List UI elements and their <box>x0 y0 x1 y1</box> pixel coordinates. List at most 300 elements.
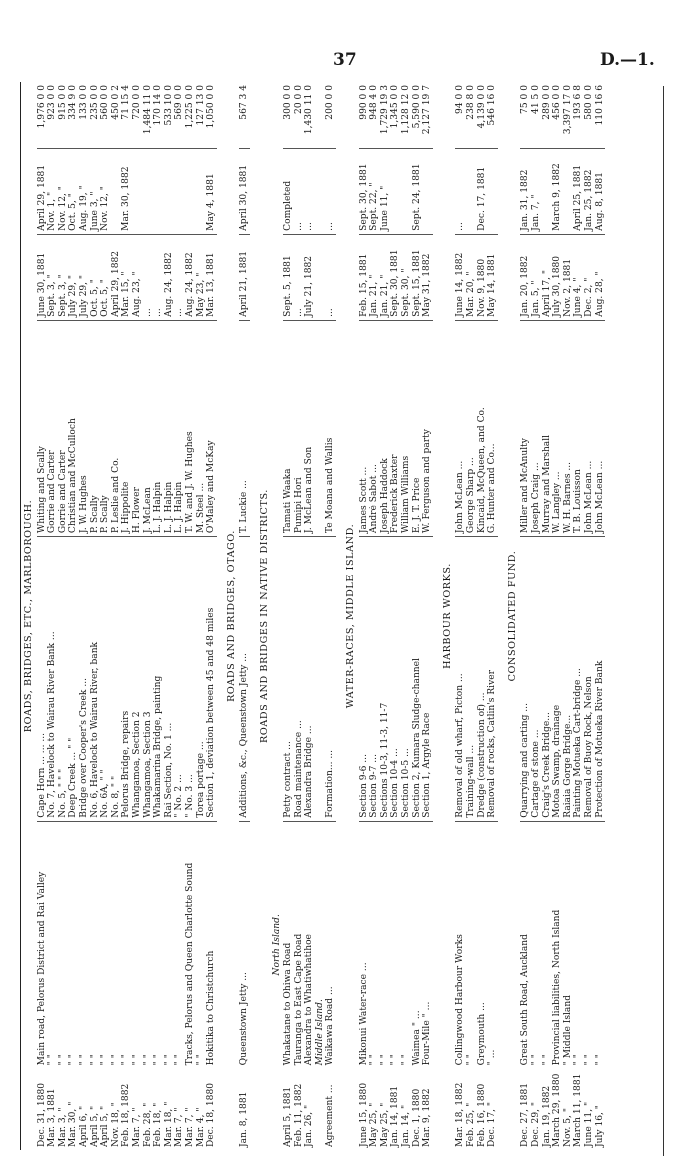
start-date-cell: Nov. 2, 1881 <box>563 234 574 320</box>
contractor-cell: T. B. Louisson <box>573 320 584 536</box>
district-cell: Greymouth ... <box>476 1002 487 1066</box>
work-cell: Raiaia Gorge Bridge... <box>563 537 574 822</box>
section-subtitle: North Island. <box>272 914 283 976</box>
completion-date-cell: April 29, 1881 <box>37 148 48 234</box>
completion-date-cell <box>185 148 196 234</box>
district-cell: " " <box>131 1054 142 1066</box>
date-cell: Feb. 25, " <box>465 1102 476 1147</box>
start-date-cell: May 23, " <box>196 234 207 320</box>
section-title: HARBOUR WORKS. <box>441 563 453 669</box>
start-date-cell: Jan. 21, " <box>369 234 380 320</box>
district-cell: " " <box>390 1054 401 1066</box>
contractor-cell <box>315 320 326 536</box>
completion-date-cell <box>111 148 122 234</box>
contractor-cell: Tamati Waaka <box>283 320 294 536</box>
contractor-cell: Whiting and Scally <box>37 320 48 536</box>
start-date-cell: May 14, 1881 <box>487 234 498 320</box>
date-cell: April 5, " <box>89 1105 100 1147</box>
amount-cell <box>315 82 326 148</box>
table-row <box>294 82 305 1150</box>
start-date-cell: ... <box>143 234 154 320</box>
work-cell: Quarrying and carting ... <box>520 537 531 822</box>
section-heading-row <box>257 82 273 1150</box>
section-spacer <box>498 82 505 1150</box>
start-date-cell: Aug. 23, " <box>132 234 143 320</box>
table-row <box>153 82 164 1150</box>
amount-cell: 300 0 0 <box>283 82 294 148</box>
date-cell: June 11, " <box>583 1101 594 1147</box>
date-cell: Feb. 18, " <box>153 1102 164 1147</box>
work-cell: Section 1, deviation between 45 and 48 miles <box>206 537 217 822</box>
amount-cell: 990 0 0 <box>359 82 370 148</box>
date-cell: July 16, " <box>594 1105 605 1147</box>
district-cell: Great South Road, Auckland <box>520 934 531 1066</box>
amount-cell: 5,590 0 0 <box>412 82 423 148</box>
table-row <box>552 82 563 1150</box>
completion-date-cell: Nov. 1, " <box>47 148 58 234</box>
completion-date-cell <box>422 148 433 234</box>
contracts-table <box>20 82 612 1150</box>
date-cell: Jan. 14, 1881 <box>390 1085 401 1147</box>
start-date-cell: Sept. 30, " <box>401 234 412 320</box>
date-cell: Jan. 19, 1882 <box>541 1085 552 1147</box>
amount-cell: 41 5 0 <box>531 82 542 148</box>
start-date-cell: April 29, 1882 <box>111 234 122 320</box>
completion-date-cell: Jan. 31, 1882 <box>520 148 531 234</box>
date-cell: Dec. 17, " <box>487 1101 498 1147</box>
date-cell: Mar. 3, 1881 <box>47 1088 58 1147</box>
work-cell: Training-wall ... <box>466 537 477 822</box>
table-row <box>164 82 175 1150</box>
district-cell: " " <box>583 1054 594 1066</box>
rotated-table-container <box>20 82 660 1150</box>
contractor-cell: Joseph Craig ... <box>531 320 542 536</box>
completion-date-cell: ... <box>325 148 336 234</box>
table-row <box>90 82 101 1150</box>
district-cell: " " <box>110 1054 121 1066</box>
date-cell: Dec. 31, 1880 <box>36 1082 47 1147</box>
start-date-cell: ... <box>174 234 185 320</box>
amount-cell: 560 0 0 <box>100 82 111 148</box>
district-cell: " " <box>379 1054 390 1066</box>
contractor-cell: T. Luckie ... <box>239 320 250 536</box>
work-cell: " No. 3 ... <box>185 537 196 822</box>
completion-date-cell: Aug. 8, 1881 <box>595 148 606 234</box>
work-cell: Whakamarina Bridge, painting <box>153 537 164 822</box>
contractor-cell: J. Hippolite <box>121 320 132 536</box>
completion-date-cell: March 9, 1882 <box>552 148 563 234</box>
table-row <box>325 82 336 1150</box>
amount-cell: 1,225 0 0 <box>185 82 196 148</box>
contractor-cell: Gorrie and Carter <box>58 320 69 536</box>
district-cell: " " <box>153 1054 164 1066</box>
start-date-cell: June 4, " <box>573 234 584 320</box>
district-cell: Four-Mile " ... <box>422 1001 433 1066</box>
district-cell: " " <box>121 1054 132 1066</box>
contractor-cell: George Sharp ... <box>466 320 477 536</box>
start-date-cell: July 30, 1880 <box>552 234 563 320</box>
start-date-cell: Jan. 21, " <box>380 234 391 320</box>
district-cell: " " <box>100 1054 111 1066</box>
start-date-cell: ... <box>325 234 336 320</box>
amount-cell: 20 0 0 <box>294 82 305 148</box>
start-date-cell: Aug. 24, 1882 <box>164 234 175 320</box>
work-cell: Motoa Swamp, drainage <box>552 537 563 822</box>
contractor-cell: André Sabot ... <box>369 320 380 536</box>
work-cell: Painting Motueka Cart-bridge ... <box>573 537 584 822</box>
district-cell: Queenstown Jetty ... <box>239 972 250 1066</box>
contractor-cell: Kincaid, McQueen, and Co. <box>477 320 488 536</box>
completion-date-cell: April 25, 1881 <box>573 148 584 234</box>
table-row <box>239 82 250 1150</box>
work-cell: Section 10-4 ... <box>390 537 401 822</box>
district-cell: " " <box>594 1054 605 1066</box>
start-date-cell: ... <box>153 234 164 320</box>
district-cell: Collingwood Harbour Works <box>455 934 466 1066</box>
start-date-cell: April 21, 1881 <box>239 234 250 320</box>
completion-date-cell: Dec. 17, 1881 <box>477 148 488 234</box>
contractor-cell: L. J. Halpin <box>174 320 185 536</box>
start-date-cell: April 17, " <box>542 234 553 320</box>
work-cell: Petty contract ... <box>283 537 294 822</box>
amount-cell: 569 0 0 <box>174 82 185 148</box>
contractor-cell: G. Hunter and Co... <box>487 320 498 536</box>
completion-date-cell: ... <box>304 148 315 234</box>
date-cell: Nov. 5, " <box>562 1107 573 1147</box>
amount-cell: 450 0 2 <box>111 82 122 148</box>
completion-date-cell: Jan. 25, 1882 <box>584 148 595 234</box>
start-date-cell: Aug. 28, " <box>595 234 606 320</box>
contractor-cell: John McLean ... <box>595 320 606 536</box>
district-cell: " " <box>401 1054 411 1066</box>
district-cell: Middle Island. <box>314 999 325 1066</box>
start-date-cell: Sept. 3, " <box>58 234 69 320</box>
date-cell: Mar. 4, " <box>195 1107 206 1147</box>
date-cell: April 5, " <box>100 1105 111 1147</box>
contractor-cell: W. Ferguson and party <box>422 320 433 536</box>
work-cell: Section 9-6 ... <box>359 537 370 822</box>
table-row <box>563 82 574 1150</box>
district-cell: " " <box>369 1054 380 1066</box>
date-cell: March 29, 1880 <box>552 1073 563 1147</box>
start-date-cell: Sept. 5, 1881 <box>283 234 294 320</box>
amount-cell: 2,127 19 7 <box>422 82 433 148</box>
start-date-cell: Nov. 9, 1880 <box>477 234 488 320</box>
date-cell: Mar. 30, " <box>68 1101 79 1147</box>
work-cell: Rai Section, No. 1 ... <box>164 537 175 822</box>
work-cell: No. 8, " " <box>111 537 122 822</box>
date-cell: Mar. 9, 1882 <box>422 1088 433 1147</box>
amount-cell: 1,128 12 0 <box>401 82 412 148</box>
table-row <box>487 82 498 1150</box>
table-row <box>174 82 185 1150</box>
amount-cell: 533 10 0 <box>164 82 175 148</box>
completion-date-cell <box>542 148 553 234</box>
contractor-cell: Pumipi Hori <box>294 320 305 536</box>
district-cell: Tracks, Pelorus and Queen Charlotte Sound <box>184 862 195 1066</box>
section-spacer <box>433 82 440 1150</box>
work-cell: No. 7, Havelock to Wairau River Bank ... <box>47 537 58 822</box>
work-cell: Section 9-7 ... <box>369 537 380 822</box>
date-cell: Mar. 7, " <box>184 1107 195 1147</box>
start-date-cell: Feb. 15, 1881 <box>359 234 370 320</box>
amount-cell: 580 0 0 <box>584 82 595 148</box>
work-cell <box>315 537 326 822</box>
completion-date-cell <box>390 148 401 234</box>
section-heading-row <box>440 82 456 1150</box>
amount-cell: 4,139 0 0 <box>477 82 488 148</box>
table-row <box>47 82 58 1150</box>
work-cell: " No. 2 ... <box>174 537 185 822</box>
section-spacer <box>336 82 343 1150</box>
contracts-table-body <box>21 82 613 1150</box>
district-cell: Whakatane to Ohiwa Road <box>283 942 294 1066</box>
date-cell: April 6, " <box>78 1105 89 1147</box>
district-cell: " ... <box>487 1049 498 1066</box>
table-row <box>466 82 477 1150</box>
start-date-cell: Aug. 24, 1882 <box>185 234 196 320</box>
work-cell: Road maintenance ... <box>294 537 305 822</box>
contractor-cell: L. J. Halpin <box>164 320 175 536</box>
amount-cell: 1,430 11 0 <box>304 82 315 148</box>
table-row <box>206 82 217 1150</box>
completion-date-cell <box>315 148 326 234</box>
date-cell: Feb. 18, 1882 <box>121 1083 132 1147</box>
work-cell: Whangamoa, Section 3 <box>143 537 154 822</box>
work-cell: Bridge over Cooper's Creek ... <box>79 537 90 822</box>
table-row <box>315 82 326 1150</box>
district-cell: " " <box>530 1054 541 1066</box>
district-cell: " " <box>573 1054 584 1066</box>
date-cell: Agreement ... <box>325 1084 336 1147</box>
work-cell: Formation... ... <box>325 537 336 822</box>
table-row <box>283 82 294 1150</box>
completion-date-cell <box>174 148 185 234</box>
district-cell: " Middle Island <box>562 994 573 1066</box>
work-cell: Pelorus Bridge, repairs <box>121 537 132 822</box>
completion-date-cell <box>164 148 175 234</box>
completion-date-cell: April 30, 1881 <box>239 148 250 234</box>
district-cell: " " <box>47 1054 58 1066</box>
date-cell: Dec. 1, 1880 <box>411 1088 422 1147</box>
contractor-cell: Miller and McAnulty <box>520 320 531 536</box>
district-cell: Waimea " ... <box>411 1010 422 1066</box>
amount-cell: 1,484 11 0 <box>143 82 154 148</box>
start-date-cell: Mar. 20, " <box>466 234 477 320</box>
completion-date-cell: Nov. 12, " <box>58 148 69 234</box>
table-row <box>401 82 412 1150</box>
table-row <box>143 82 154 1150</box>
amount-cell: 110 16 6 <box>595 82 606 148</box>
work-cell: Additions, &c., Queenstown Jetty ... <box>239 537 250 822</box>
section-subtitle-row <box>272 82 283 1150</box>
work-cell: Dredge (construction of) ... <box>477 537 488 822</box>
contractor-cell: J. McLean and Son <box>304 320 315 536</box>
section-title: ROADS AND BRIDGES IN NATIVE DISTRICTS. <box>258 489 270 743</box>
work-cell: Section 1, Argyle Race <box>422 537 433 822</box>
contractor-cell: E. J. T. Price <box>412 320 423 536</box>
district-cell: Tauranga to East Cape Road <box>293 933 304 1066</box>
contractor-cell: John McLean ... <box>584 320 595 536</box>
contractor-cell: W. H. Barnes ... <box>563 320 574 536</box>
amount-cell: 238 8 0 <box>466 82 477 148</box>
completion-date-cell <box>132 148 143 234</box>
table-row <box>573 82 584 1150</box>
date-cell: June 15, 1880 <box>358 1082 369 1147</box>
start-date-cell: June 30, 1881 <box>37 234 48 320</box>
start-date-cell: Mar. 15, " <box>121 234 132 320</box>
work-cell: Removal of old wharf, Picton ... <box>455 537 466 822</box>
date-cell: Dec. 18, 1880 <box>206 1082 217 1147</box>
document-reference: D.—1. <box>600 50 655 70</box>
table-row <box>390 82 401 1150</box>
table-row <box>455 82 466 1150</box>
table-row <box>79 82 90 1150</box>
start-date-cell: Jan. 5, " <box>531 234 542 320</box>
district-cell: Provincial liabilities, North Island <box>552 909 563 1066</box>
date-cell: Jan. 14, " <box>401 1104 411 1147</box>
work-cell: Cape Horn ... ... ... <box>37 537 48 822</box>
date-cell: Mar. 18, 1882 <box>455 1082 466 1147</box>
table-row <box>132 82 143 1150</box>
completion-date-cell: Jan. 7, " <box>531 148 542 234</box>
contractor-cell: P. Scally <box>100 320 111 536</box>
date-cell: Mar. 7, " <box>131 1107 142 1147</box>
district-cell: " " <box>195 1054 206 1066</box>
work-cell: Protection of Motueka River Bank <box>595 537 606 822</box>
district-cell: " " <box>541 1054 552 1066</box>
district-cell: Hokitika to Christchurch <box>206 950 217 1066</box>
table-row <box>531 82 542 1150</box>
amount-cell: 948 4 0 <box>369 82 380 148</box>
date-cell: Feb. 16, 1880 <box>476 1083 487 1147</box>
start-date-cell: Jan. 20, 1882 <box>520 234 531 320</box>
start-date-cell: Mar. 13, 1881 <box>206 234 217 320</box>
completion-date-cell: Sept. 22, " <box>369 148 380 234</box>
amount-cell: 193 6 8 <box>573 82 584 148</box>
work-cell: Section 10-5 ... <box>401 537 412 822</box>
section-title: CONSOLIDATED FUND. <box>506 550 518 682</box>
date-cell: Dec. 27, 1881 <box>520 1082 531 1147</box>
contractor-cell: J. W. Hughes <box>79 320 90 536</box>
completion-date-cell: Aug. 19, " <box>79 148 90 234</box>
contractor-cell: H. Flower <box>132 320 143 536</box>
section-title: ROADS, BRIDGES, ETC., MARLBOROUGH. <box>21 82 37 1150</box>
contractor-cell: William Williams <box>401 320 412 536</box>
work-cell: Removal of rocks, Catlin's River <box>487 537 498 822</box>
contractor-cell: Te Moana and Wallis <box>325 320 336 536</box>
district-cell: Main road, Pelorus District and Rai Valley <box>36 871 47 1066</box>
district-cell: " " <box>142 1054 153 1066</box>
contractor-cell: W. Langley ... <box>552 320 563 536</box>
date-cell: April 5, 1881 <box>283 1086 294 1147</box>
amount-cell: 200 0 0 <box>325 82 336 148</box>
date-cell: Jan. 8, 1881 <box>239 1091 250 1147</box>
start-date-cell: ... <box>294 234 305 320</box>
table-row <box>100 82 111 1150</box>
table-row <box>380 82 391 1150</box>
completion-date-cell <box>196 148 207 234</box>
amount-cell: 71 15 4 <box>121 82 132 148</box>
date-cell: Nov. 18, " <box>110 1102 121 1147</box>
completion-date-cell: Mar. 30, 1882 <box>121 148 132 234</box>
start-date-cell: July 21, 1882 <box>304 234 315 320</box>
completion-date-cell <box>143 148 154 234</box>
contractor-cell: Murray and Marshall <box>542 320 553 536</box>
contractor-cell: T. W. and J. W. Hughes <box>185 320 196 536</box>
completion-date-cell: June 3, " <box>90 148 101 234</box>
completion-date-cell: ... <box>294 148 305 234</box>
amount-cell: 1,729 19 3 <box>380 82 391 148</box>
amount-cell: 334 9 0 <box>68 82 79 148</box>
date-cell: Mar. 7, " <box>174 1107 185 1147</box>
contractor-cell: Joseph Haddock <box>380 320 391 536</box>
contractor-cell: M. Steel ... <box>196 320 207 536</box>
completion-date-cell <box>466 148 477 234</box>
date-cell: Mar. 3, " <box>57 1107 68 1147</box>
contractor-cell: L. J. Halpin <box>153 320 164 536</box>
contractor-cell: Christian and McCulloch <box>68 320 79 536</box>
work-cell: Removal of Buoy Rock, Nelson <box>584 537 595 822</box>
right-border-rule <box>663 86 664 1156</box>
page-number: 37 <box>333 50 357 70</box>
amount-cell: 1,345 0 0 <box>390 82 401 148</box>
table-row <box>477 82 488 1150</box>
contractor-cell: J. McLean <box>143 320 154 536</box>
work-cell: No. 6, Havelock to Wairau River, bank <box>90 537 101 822</box>
table-row <box>304 82 315 1150</box>
work-cell: No. 6A, " " <box>100 537 111 822</box>
start-date-cell: Sept. 3, " <box>47 234 58 320</box>
start-date-cell: Sept. 30, 1881 <box>390 234 401 320</box>
contractor-cell: Frederick Baxter <box>390 320 401 536</box>
amount-cell: 1,050 0 0 <box>206 82 217 148</box>
district-cell: " " <box>174 1054 185 1066</box>
work-cell: Torea portage ... <box>196 537 207 822</box>
start-date-cell: July 29, " <box>68 234 79 320</box>
contractor-cell: P. Leslie and Co. <box>111 320 122 536</box>
district-cell: Waikawa Road ... <box>325 986 336 1066</box>
start-date-cell: Oct. 5, " <box>100 234 111 320</box>
table-row <box>422 82 433 1150</box>
table-row <box>595 82 606 1150</box>
table-row <box>520 82 531 1150</box>
amount-cell: 720 0 0 <box>132 82 143 148</box>
completion-date-cell: Nov. 12, " <box>100 148 111 234</box>
table-row <box>196 82 207 1150</box>
date-cell: Feb. 28, " <box>142 1102 153 1147</box>
work-cell: Alexandra Bridge ... <box>304 537 315 822</box>
amount-cell: 94 0 0 <box>455 82 466 148</box>
work-cell: Section 2, Kumara Sludge-channel <box>412 537 423 822</box>
date-cell: May 25, " <box>369 1102 380 1147</box>
section-heading-row <box>505 82 521 1150</box>
table-row <box>542 82 553 1150</box>
amount-cell: 567 3 4 <box>239 82 250 148</box>
completion-date-cell: Completed <box>283 148 294 234</box>
amount-cell: 75 0 0 <box>520 82 531 148</box>
start-date-cell: Dec. 2, " <box>584 234 595 320</box>
amount-cell: 289 0 0 <box>542 82 553 148</box>
table-row <box>412 82 423 1150</box>
date-cell: Mar. 18, " <box>163 1101 174 1147</box>
date-cell: March 11, 1881 <box>573 1073 584 1147</box>
completion-date-cell: June 11, " <box>380 148 391 234</box>
amount-cell: 170 14 0 <box>153 82 164 148</box>
work-cell: Craig's Creek Bridge... <box>542 537 553 822</box>
section-heading-row <box>224 82 240 1150</box>
work-cell: Cartage of stone ... <box>531 537 542 822</box>
